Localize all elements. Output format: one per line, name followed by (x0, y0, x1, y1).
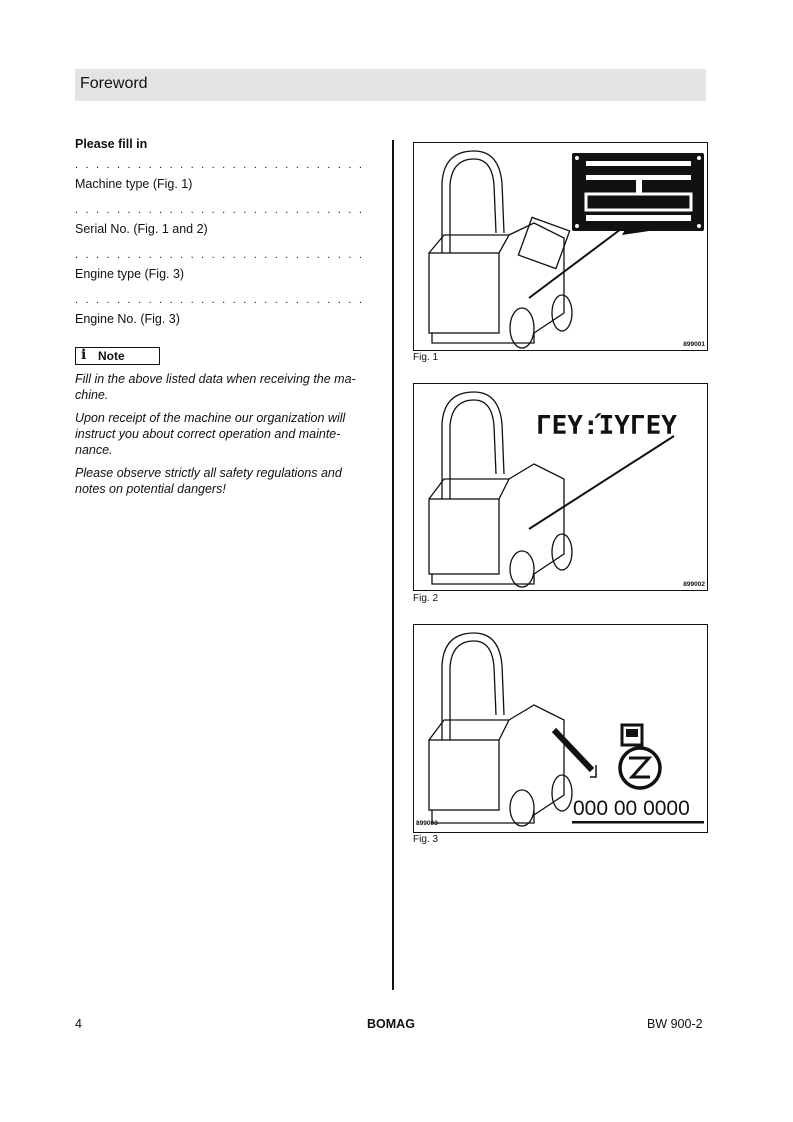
section-title: Foreword (80, 75, 148, 92)
roller-illustration-icon (414, 143, 707, 350)
engine-number: 000 00 0000 (573, 797, 690, 820)
form-title: Please fill in (75, 137, 148, 151)
engine-icon (620, 725, 660, 788)
figure-3 (413, 624, 708, 833)
model-name: BW 900-2 (647, 1017, 703, 1031)
brand-name: BOMAG (367, 1017, 415, 1031)
roller-illustration-icon (414, 384, 707, 590)
figure-id: 899002 (683, 581, 705, 588)
section-header (75, 69, 706, 101)
machine-type-label: Machine type (Fig. 1) (75, 177, 193, 191)
note-label: Note (98, 349, 125, 363)
note-paragraph: Fill in the above listed data when receiving the ma-chine. (75, 372, 356, 402)
serial-no-label: Serial No. (Fig. 1 and 2) (75, 222, 208, 236)
figure-2 (413, 383, 708, 591)
roller-illustration-icon (414, 625, 707, 832)
dotted-line: . . . . . . . . . . . . . . . . . . . . . . . . . . . . (75, 204, 365, 216)
column-divider (392, 140, 394, 990)
note-paragraph: Please observe strictly all safety regulations and notes on potential dangers! (75, 466, 342, 496)
dotted-line: . . . . . . . . . . . . . . . . . . . . . . . . . . . . (75, 249, 365, 261)
dotted-line: . . . . . . . . . . . . . . . . . . . . . . . . . . . . (75, 294, 365, 306)
note-box (75, 347, 160, 365)
fill-in-form (75, 137, 375, 504)
note-paragraph: Upon receipt of the machine our organization will instruct you about correct operation and mainte-nance. (75, 411, 346, 457)
figure-id: 899001 (683, 341, 705, 348)
serial-number-plate: ΓΕΥ:ΊΥΓΕΥ (536, 411, 677, 441)
figure-id: 899003 (416, 820, 438, 827)
engine-no-label: Engine No. (Fig. 3) (75, 312, 180, 326)
figure-1 (413, 142, 708, 351)
dotted-line: . . . . . . . . . . . . . . . . . . . . . . . . . . . . (75, 159, 365, 171)
figure-caption: Fig. 1 (413, 352, 439, 363)
page-number: 4 (75, 1017, 82, 1031)
info-icon: i (81, 347, 87, 363)
figure-caption: Fig. 3 (413, 834, 439, 845)
engine-type-label: Engine type (Fig. 3) (75, 267, 185, 281)
figure-caption: Fig. 2 (413, 593, 439, 604)
